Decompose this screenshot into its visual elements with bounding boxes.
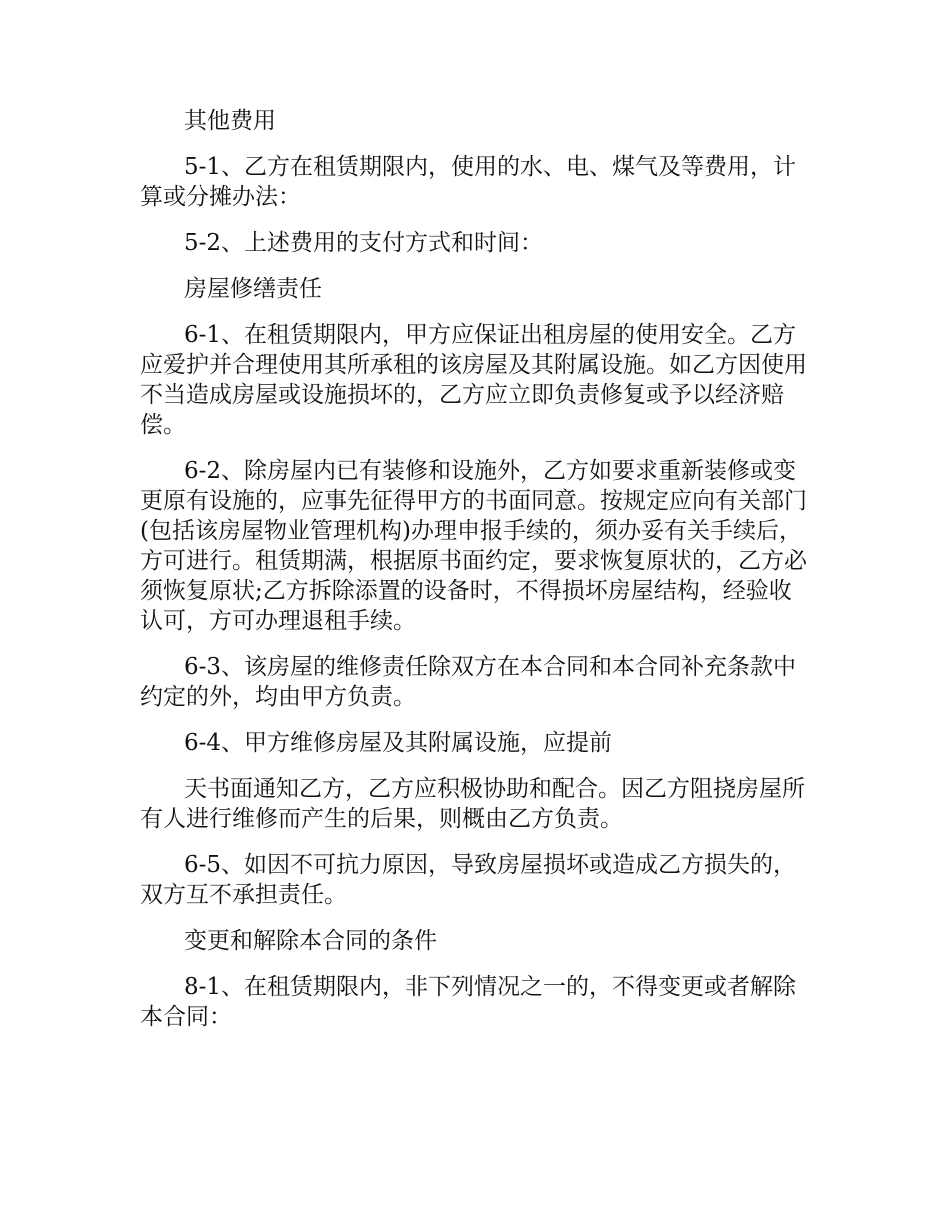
section-heading-repair: 房屋修缮责任 — [184, 276, 322, 302]
section-heading-change-termination: 变更和解除本合同的条件 — [184, 928, 437, 954]
clause-8-1: 8-1、在租赁期限内，非下列情况之一的，不得变更或者解除本合同： — [140, 974, 797, 1030]
clause-5-2: 5-2、上述费用的支付方式和时间： — [184, 230, 544, 256]
clause-6-4: 6-4、甲方维修房屋及其附属设施，应提前 — [184, 730, 613, 756]
section-heading-other-fees: 其他费用 — [184, 108, 276, 134]
clause-6-4-continued: 天书面通知乙方，乙方应积极协助和配合。因乙方阻挠房屋所有人进行维修而产生的后果，则概由乙方负责。 — [140, 776, 805, 832]
clause-6-2: 6-2、除房屋内已有装修和设施外，乙方如要求重新装修或变更原有设施的，应事先征得甲方的书面同意。按规定应向有关部门(包括该房屋物业管理机构)办理申报手续的，须办妥有关手续后，方可进行。租赁期满，根据原书面约定，要求恢复原状的，乙方必须恢复原状;乙方拆除添置的设备时，不得损坏房屋结构，经验收认可，方可办理退租手续。 — [140, 458, 807, 634]
clause-6-3: 6-3、该房屋的维修责任除双方在本合同和本合同补充条款中约定的外，均由甲方负责。 — [140, 654, 797, 710]
clause-6-5: 6-5、如因不可抗力原因，导致房屋损坏或造成乙方损失的，双方互不承担责任。 — [140, 852, 797, 908]
clause-6-1: 6-1、在租赁期限内，甲方应保证出租房屋的使用安全。乙方应爱护并合理使用其所承租的该房屋及其附属设施。如乙方因使用不当造成房屋或设施损坏的，乙方应立即负责修复或予以经济赔偿。 — [140, 322, 807, 438]
document-page — [140, 106, 810, 1048]
clause-5-1: 5-1、乙方在租赁期限内，使用的水、电、煤气及等费用，计算或分摊办法： — [140, 154, 797, 210]
